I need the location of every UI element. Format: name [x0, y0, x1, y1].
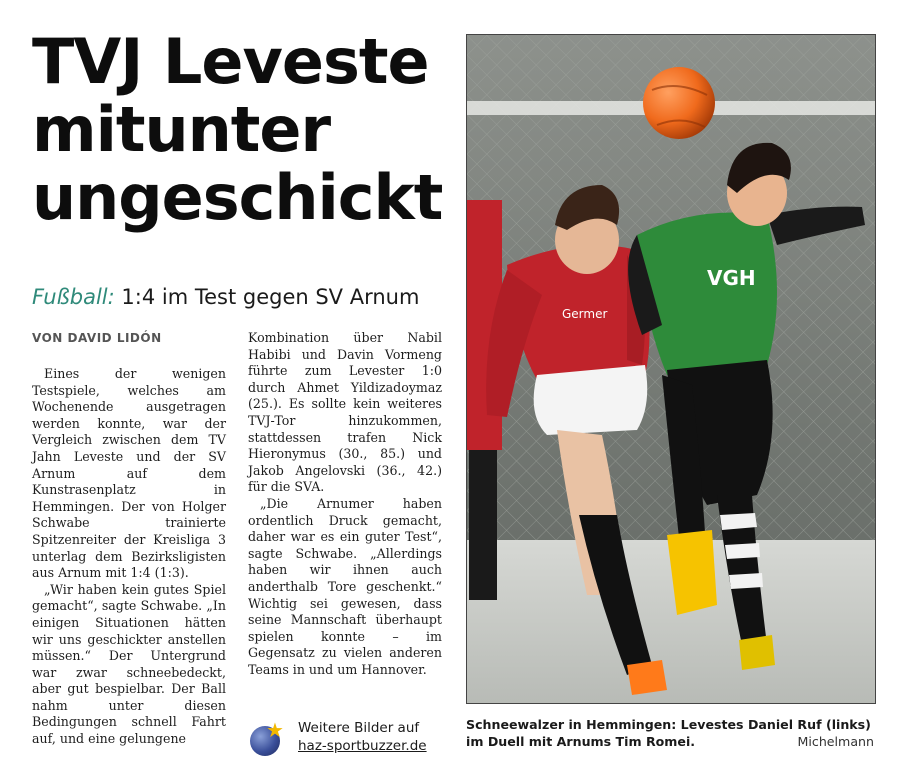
photo-illustration	[467, 35, 875, 703]
paragraph: Eines der wenigen Testspiele, welches am Wochenende ausgetragen werden konnte, war der Vergleich zwischen dem TV Jahn Leveste und der SV Arnum auf dem Kunstrasenplatz in Hemmingen. Der von Holger Schwabe trainierte Spitzenreiter der Kreisliga 3 unterlag dem Bezirksligisten aus Arnum mit 1:4 (1:3).	[32, 366, 226, 581]
jersey-sponsor-right: VGH	[707, 266, 756, 290]
promo-text: Weitere Bilder auf	[298, 720, 420, 736]
paragraph: „Wir haben kein gutes Spiel gemacht“, sagte Schwabe. „In einigen Situationen hätten wir uns geschickter anstellen müssen.“ Der Untergrund war zwar schneebedeckt, aber gut bespielbar. Der Ball nahm unter diesen Bedingungen schnell Fahrt auf, und eine gelungene	[32, 581, 226, 747]
headline-line-2: mitunter	[32, 93, 331, 166]
subheadline	[32, 285, 419, 309]
byline: VON DAVID LIDÓN	[32, 331, 162, 345]
subhead-text: 1:4 im Test gegen SV Arnum	[114, 285, 420, 309]
paragraph: „Die Arnumer haben ordentlich Druck gemacht, daher war es ein guter Test“, sagte Schwabe. „Allerdings haben wir ihnen auch anderthalb Tore geschenkt.“ Wichtig sei gewesen, dass seine Mannschaft überhaupt spielen konnte – im Gegensatz zu vielen anderen Teams in und um Hannover.	[248, 495, 442, 677]
headline-line-3: ungeschickt	[32, 161, 443, 234]
match-photo	[466, 34, 876, 704]
headline	[32, 25, 452, 234]
article-column-2	[248, 330, 442, 678]
headline-line-1: TVJ Leveste	[32, 25, 429, 98]
jersey-sponsor-left: Germer	[562, 307, 608, 321]
star-icon: ★	[266, 718, 284, 742]
photo-credit: Michelmann	[797, 734, 874, 749]
article-column-1	[32, 366, 226, 748]
sportbuzzer-promo[interactable]	[248, 720, 448, 764]
caption-text: Schneewalzer in Hemmingen: Levestes Daniel Ruf (links) im Duell mit Arnums Tim Romei.	[466, 717, 871, 749]
paragraph: Kombination über Nabil Habibi und Davin Vormeng führte zum Levester 1:0 durch Ahmet Yildizadoymaz (25.). Es sollte kein weiteres TVJ-Tor hinzukommen, stattdessen trafen Nick Hieronymus (30., 85.) und Jakob Angelovski (36., 42.) für die SVA.	[248, 330, 442, 495]
promo-link[interactable]: haz-sportbuzzer.de	[298, 738, 427, 754]
photo-caption	[466, 716, 874, 750]
subhead-topic: Fußball:	[32, 285, 115, 309]
